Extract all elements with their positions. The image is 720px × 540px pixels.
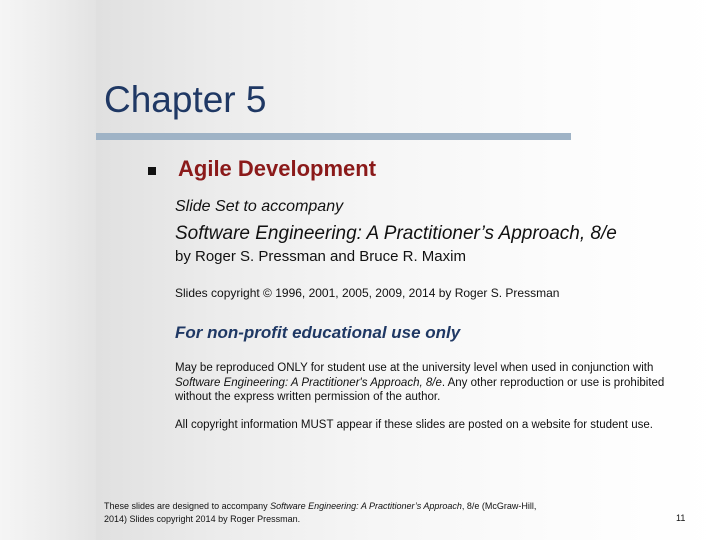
slide-heading: Agile Development <box>178 156 377 181</box>
page-number: 11 <box>676 513 686 523</box>
footer-text-2: , 8/e (McGraw-Hill, 2014) Slides copyright 2014 by Roger Pressman. <box>104 501 537 524</box>
left-margin-band <box>0 0 96 540</box>
slide-set-label: Slide Set to accompany <box>175 198 344 215</box>
slide-title: Chapter 5 <box>104 79 267 120</box>
copyright-line: Slides copyright © 1996, 2001, 2005, 2009, 2014 by Roger S. Pressman <box>175 286 560 300</box>
reproduction-notice-text-1: May be reproduced ONLY for student use at the university level when used in conjunction with <box>175 362 654 374</box>
reproduction-notice-book-title: Software Engineering: A Practitioner's Approach, 8/e <box>175 376 442 389</box>
footer-book-title: Software Engineering: A Practitioner’s Approach <box>270 501 462 511</box>
reproduction-notice-text-2: . Any other reproduction or use is prohibited without the express written permission of the author. <box>175 376 665 403</box>
authors-line: by Roger S. Pressman and Bruce R. Maxim <box>175 248 466 265</box>
slide-footer <box>104 500 544 526</box>
square-bullet-icon <box>148 167 156 175</box>
copyright-info-notice: All copyright information MUST appear if these slides are posted on a website for student use. <box>175 419 653 431</box>
nonprofit-notice: For non-profit educational use only <box>175 323 461 342</box>
title-underline-rule <box>96 133 571 140</box>
footer-text-1: These slides are designed to accompany <box>104 501 271 511</box>
reproduction-notice <box>175 361 695 405</box>
book-title: Software Engineering: A Practitioner’s Approach, 8/e <box>175 223 617 244</box>
